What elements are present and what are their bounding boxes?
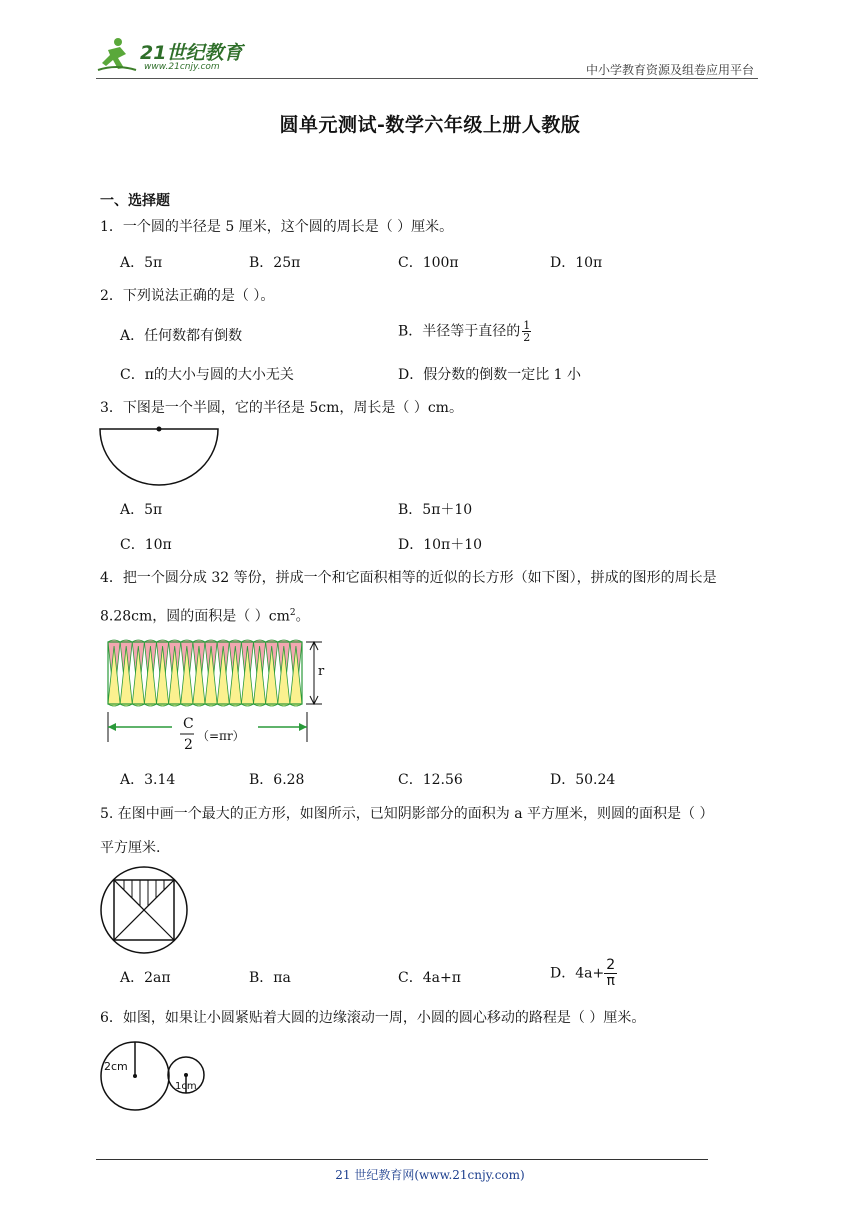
q2-option-c[interactable]: C．π的大小与圆的大小无关 [120, 367, 294, 383]
footer-link[interactable]: 21 世纪教育网(www.21cnjy.com) [335, 1168, 525, 1182]
q1-option-b[interactable]: B．25π [249, 255, 301, 271]
question-3-stem: 3．下图是一个半圆，它的半径是 5cm，周长是（ ）cm。 [100, 400, 463, 416]
q3-option-c[interactable]: C．10π [120, 537, 172, 553]
site-logo [96, 36, 256, 76]
q3-option-d[interactable]: D．10π＋10 [398, 537, 483, 553]
header-platform-text: 中小学教育资源及组卷应用平台 [585, 63, 754, 77]
q2-option-b[interactable] [398, 320, 531, 343]
rect-label-r: r [318, 664, 325, 679]
q2-fraction-half: $\frac{1}{2}$ [523, 319, 531, 344]
q5-option-d[interactable] [550, 958, 617, 989]
question-4-stem-line2: 8.28cm，圆的面积是（ ）$cm^2$。 [100, 608, 310, 625]
question-1-stem: 1．一个圆的半径是 5 厘米，这个圆的周长是（ ）厘米。 [100, 219, 454, 235]
rect-label-c: C [183, 716, 194, 732]
q2-option-a[interactable]: A．任何数都有倒数 [120, 328, 243, 344]
q4-option-d[interactable]: D．50.24 [550, 772, 616, 788]
question-5-stem-line1: 5. 在图中画一个最大的正方形，如图所示，已知阴影部分的面积为 a 平方厘米，则圆的面积是（ ） [100, 806, 714, 822]
q3-option-b[interactable]: B．5π＋10 [398, 502, 473, 518]
q2-option-d[interactable]: D．假分数的倒数一定比 1 小 [398, 367, 582, 383]
semicircle-figure [98, 425, 222, 489]
q5-fraction-2-over-pi: $\frac{2}{\pi}$ [606, 957, 616, 989]
q4-option-c[interactable]: C．12.56 [398, 772, 463, 788]
q3-option-a[interactable]: A．5π [120, 502, 163, 518]
footer-rule [96, 1159, 708, 1160]
q5-option-c[interactable]: C．4a+π [398, 970, 461, 986]
rect-label-2: 2 [184, 737, 193, 753]
logo-url: www.21cnjy.com [144, 62, 220, 72]
q1-option-a[interactable]: A．5π [120, 255, 163, 271]
question-4-stem-line1: 4．把一个圆分成 32 等份，拼成一个和它面积相等的近似的长方形（如下图），拼成的图形的周长是 [100, 570, 717, 586]
rolling-circles-figure [98, 1040, 214, 1116]
q1-option-c[interactable]: C．100π [398, 255, 459, 271]
q4-option-a[interactable]: A．3.14 [120, 772, 176, 788]
page-title: 圆单元测试-数学六年级上册人教版 [279, 114, 581, 136]
q5-option-a[interactable]: A．2aπ [120, 970, 171, 986]
big-circle-label: 2cm [104, 1060, 128, 1073]
question-2-stem: 2．下列说法正确的是（ ）。 [100, 288, 275, 304]
question-6-stem: 6．如图，如果让小圆紧贴着大圆的边缘滚动一周，小圆的圆心移动的路程是（ ）厘米。 [100, 1010, 646, 1026]
q1-option-d[interactable]: D．10π [550, 255, 603, 271]
section-heading: 一、选择题 [100, 193, 170, 209]
rect-label-pir: （=πr） [197, 729, 245, 743]
q2-option-b-text: B．半径等于直径的 [398, 323, 521, 340]
q5-option-d-text: D．4a+ [550, 965, 605, 982]
q4-option-b[interactable]: B．6.28 [249, 772, 305, 788]
q5-option-b[interactable]: B．πa [249, 970, 291, 986]
logo-text: 21世纪教育 [140, 42, 243, 64]
square-in-circle-figure [98, 864, 190, 956]
header-rule [96, 78, 758, 79]
question-5-stem-line2: 平方厘米. [100, 840, 161, 856]
small-circle-label: 1cm [175, 1081, 197, 1092]
